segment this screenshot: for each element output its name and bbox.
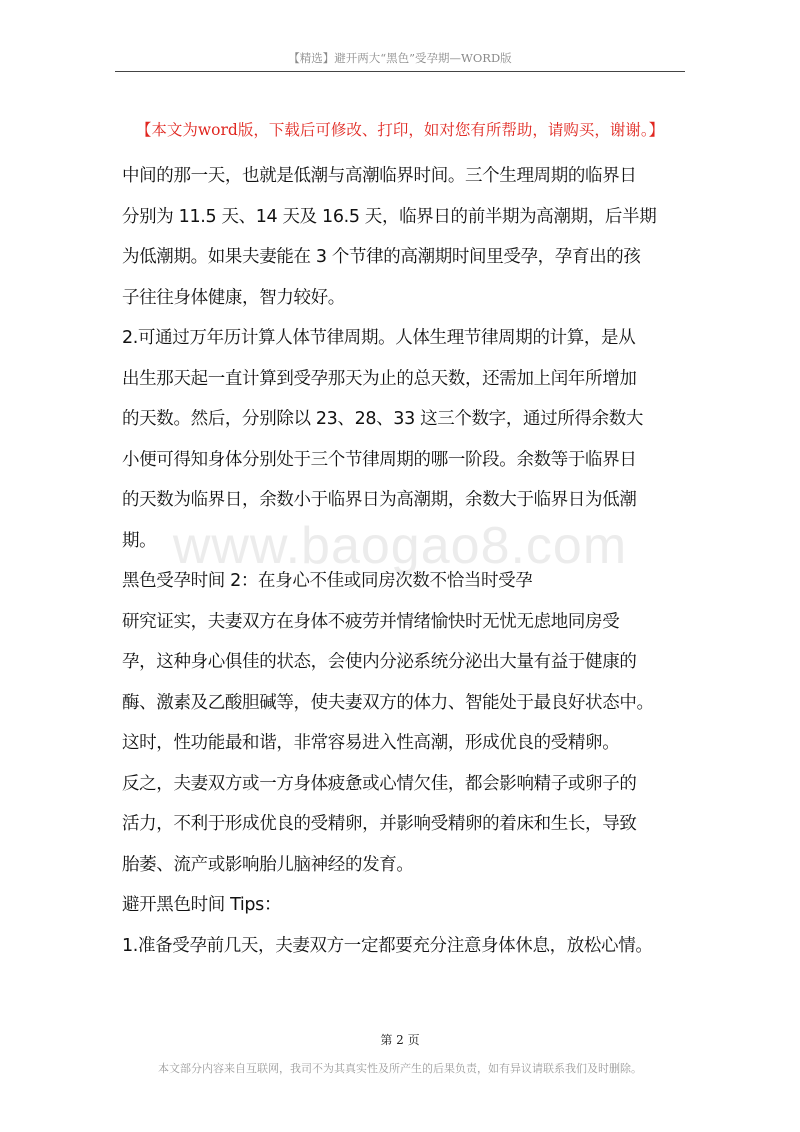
- page-header-title: 【精选】避开两大“黑色”受孕期—WORD版: [288, 51, 512, 65]
- body-line: 酶、激素及乙酸胆碱等，使夫妻双方的体力、智能处于最良好状态中。: [122, 692, 654, 713]
- page-number: 第 2 页: [380, 1033, 420, 1047]
- section-heading: 黑色受孕时间 2：在身心不佳或同房次数不恰当时受孕: [122, 571, 533, 591]
- body-line: 这时，性功能最和谐，非常容易进入性高潮，形成优良的受精卵。: [122, 733, 620, 753]
- body-line: 2.可通过万年历计算人体节律周期。人体生理节律周期的计算，是从: [122, 328, 636, 348]
- body-line: 为低潮期。如果夫妻能在 3 个节律的高潮期时间里受孕，孕育出的孩: [122, 247, 641, 267]
- header-divider: [115, 71, 685, 72]
- body-line: 中间的那一天，也就是低潮与高潮临界时间。三个生理周期的临界日: [122, 166, 637, 186]
- footer-disclaimer: 本文部分内容来自互联网，我司不为其真实性及所产生的后果负责，如有异议请联系我们及时删除。: [158, 1062, 642, 1075]
- body-line: 研究证实，夫妻双方在身体不疲劳并情绪愉快时无忧无虑地同房受: [122, 611, 620, 632]
- document-body: [122, 156, 692, 966]
- body-line: 1.准备受孕前几天，夫妻双方一定都要充分注意身体休息，放松心情。: [122, 935, 653, 956]
- body-line: 小便可得知身体分别处于三个节律周期的哪一阶段。余数等于临界日: [122, 449, 637, 470]
- watermark: www.baogao8.com: [172, 517, 628, 575]
- tips-heading: 避开黑色时间 Tips：: [122, 895, 282, 915]
- body-line: 子往往身体健康，智力较好。: [122, 287, 345, 308]
- body-line: 孕，这种身心俱佳的状态，会使内分泌系统分泌出大量有益于健康的: [122, 652, 637, 672]
- body-line: 的天数。然后，分别除以 23、28、33 这三个数字，通过所得余数大: [122, 409, 644, 429]
- body-line: 期。: [122, 530, 157, 551]
- body-line: 分别为 11.5 天、14 天及 16.5 天，临界日的前半期为高潮期，后半期: [122, 206, 657, 227]
- body-line: 的天数为临界日，余数小于临界日为高潮期，余数大于临界日为低潮: [122, 490, 637, 510]
- download-notice: 【本文为word版，下载后可修改、打印，如对您有所帮助，请购买，谢谢。】: [135, 121, 665, 139]
- body-line: 反之，夫妻双方或一方身体疲惫或心情欠佳，都会影响精子或卵子的: [122, 773, 637, 794]
- body-line: 出生那天起一直计算到受孕那天为止的总天数，还需加上闰年所增加: [122, 368, 637, 389]
- body-line: 胎萎、流产或影响胎儿脑神经的发育。: [122, 854, 414, 875]
- body-line: 活力，不利于形成优良的受精卵，并影响受精卵的着床和生长，导致: [122, 814, 637, 834]
